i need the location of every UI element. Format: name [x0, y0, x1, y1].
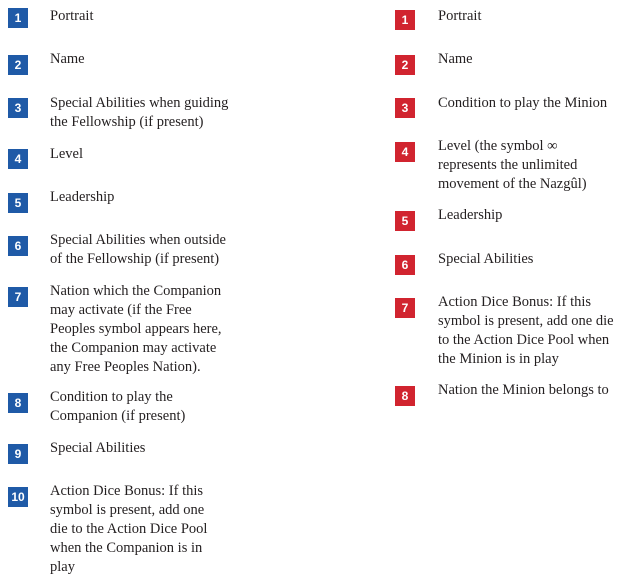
number-badge: 2	[8, 55, 28, 75]
number-badge: 6	[395, 255, 415, 275]
legend-text: Special Abilities	[50, 440, 146, 456]
legend-text: Action Dice Bonus: If this symbol is present, add one die to the Action Dice Pool when the Minion is in play	[438, 294, 614, 367]
number-badge: 8	[8, 393, 28, 413]
legend-text: Leadership	[50, 189, 115, 205]
number-badge: 1	[8, 8, 28, 28]
legend-text: Leadership	[438, 207, 503, 223]
number-badge: 7	[8, 287, 28, 307]
number-badge: 5	[8, 193, 28, 213]
number-badge: 2	[395, 55, 415, 75]
number-badge: 8	[395, 386, 415, 406]
legend-text: Name	[438, 51, 473, 67]
legend-text: Level (the symbol ∞ represents the unlimited movement of the Nazgûl)	[438, 138, 587, 192]
number-badge: 9	[8, 444, 28, 464]
legend-text: Level	[50, 146, 84, 162]
number-badge: 3	[8, 98, 28, 118]
legend-text: Special Abilities when guiding the Fellowship (if present)	[50, 95, 229, 130]
number-badge: 1	[395, 10, 415, 30]
legend-text: Nation which the Companion may activate (if the Free Peoples symbol appears here, the Companion may activate any Free Peoples Nation).	[50, 283, 222, 375]
number-badge: 5	[395, 211, 415, 231]
legend-text: Name	[50, 51, 85, 67]
legend-text: Special Abilities when outside of the Fellowship (if present)	[50, 232, 226, 267]
legend-text: Portrait	[438, 8, 482, 24]
legend-text: Condition to play the Companion (if present)	[50, 389, 186, 424]
legend-text: Action Dice Bonus: If this symbol is present, add one die to the Action Dice Pool when the Companion is in play	[50, 483, 208, 575]
number-badge: 4	[395, 142, 415, 162]
number-badge: 7	[395, 298, 415, 318]
legend-text: Nation the Minion belongs to	[438, 382, 609, 398]
number-badge: 10	[8, 487, 28, 507]
legend-text: Portrait	[50, 8, 94, 24]
number-badge: 6	[8, 236, 28, 256]
legend-text: Condition to play the Minion	[438, 95, 608, 111]
number-badge: 4	[8, 149, 28, 169]
number-badge: 3	[395, 98, 415, 118]
legend-text: Special Abilities	[438, 251, 534, 267]
